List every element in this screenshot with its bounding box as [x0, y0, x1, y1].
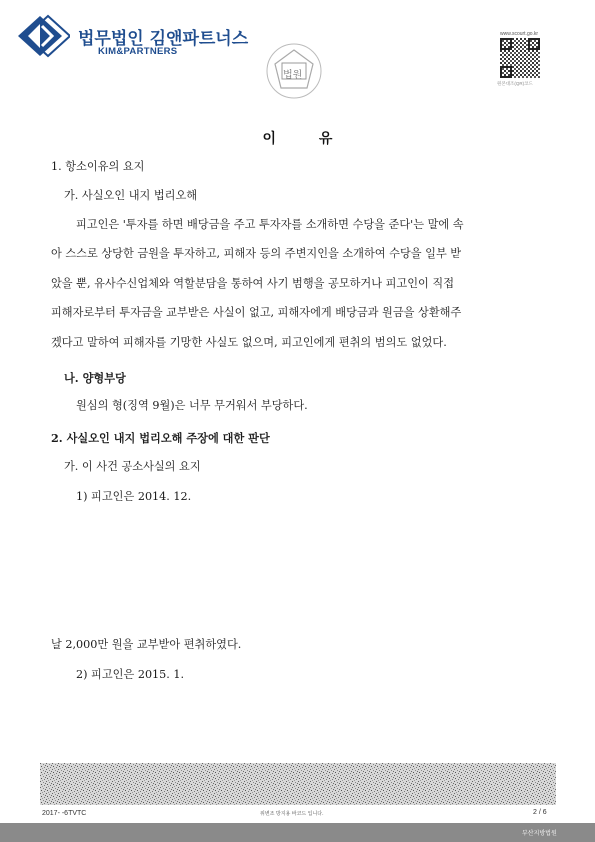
- paragraph-line: 피해자로부터 투자금을 교부받은 사실이 없고, 피해자에게 배당금과 원금을 상환해주: [51, 306, 462, 319]
- qr-code-icon: [500, 38, 540, 78]
- paragraph-line: 았을 뿐, 유사수신업체와 역할분담을 통하여 사기 범행을 공모하거나 피고인이 직접: [51, 277, 455, 290]
- paragraph-line: 겠다고 말하여 피해자를 기망한 사실도 없으며, 피고인에게 편취의 범의도 없었다.: [51, 336, 447, 349]
- fact-item-1: 1) 피고인은 2014. 12.: [76, 490, 192, 503]
- anti-forgery-barcode-icon: [40, 763, 556, 805]
- section-1b-heading: 나. 양형부당: [64, 371, 126, 385]
- section-2-heading: 2. 사실오인 내지 법리오해 주장에 대한 판단: [51, 431, 270, 445]
- paragraph-line: 아 스스로 상당한 금원을 투자하고, 피해자 등의 주변지인을 소개하여 수당을 일부 받: [51, 247, 462, 260]
- document-code: 2017- -6TVTC: [42, 810, 87, 817]
- barcode-note: 위변조 방지용 바코드 입니다.: [260, 811, 324, 817]
- section-1a-heading: 가. 사실오인 내지 법리오해: [64, 189, 198, 202]
- fact-item-1-continued: 날 2,000만 원을 교부받아 편취하였다.: [51, 638, 242, 651]
- firm-name-korean: 법무법인 김앤파트너스: [78, 29, 249, 49]
- section-1-heading: 1. 항소이유의 요지: [51, 160, 145, 173]
- firm-logo-icon: [18, 14, 70, 58]
- page-title: 이 유: [262, 131, 333, 147]
- page-number: 2 / 6: [533, 809, 547, 816]
- sentencing-text: 원심의 형(징역 9월)은 너무 무거워서 부당하다.: [76, 399, 308, 412]
- court-name-label: 부산지방법원: [522, 830, 557, 837]
- fact-item-2: 2) 피고인은 2015. 1.: [76, 668, 185, 681]
- firm-name-english: KIM&PARTNERS: [98, 46, 178, 57]
- section-2a-heading: 가. 이 사건 공소사실의 요지: [64, 460, 201, 473]
- court-seal-label: 법원: [283, 70, 303, 81]
- bottom-band: [0, 823, 595, 842]
- paragraph-line: 피고인은 '투자를 하면 배당금을 주고 투자자를 소개하면 수당을 준다'는 말에 속: [76, 218, 464, 231]
- qr-caption: 원본대조(QR)코드: [497, 81, 533, 86]
- court-url: www.scourt.go.kr: [500, 31, 539, 37]
